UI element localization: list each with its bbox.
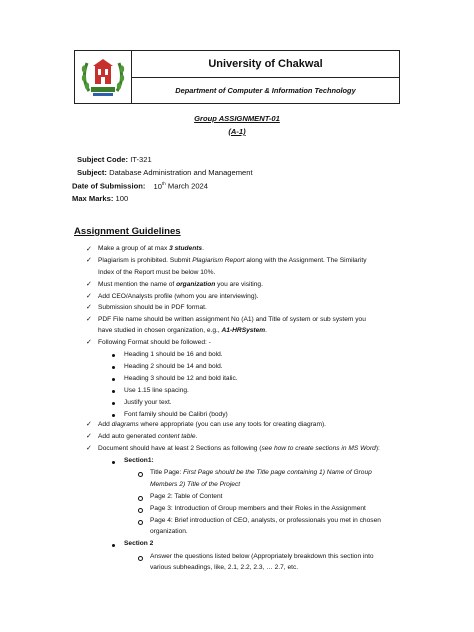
text: you are visiting. (215, 281, 263, 288)
text: Document should have at least 2 Sections as following ( (98, 445, 262, 452)
bullet-icon (112, 390, 115, 393)
guideline-file-name-cont (98, 326, 267, 337)
text: have studied in chosen organization, e.g., (98, 327, 222, 334)
bullet-icon (112, 366, 115, 369)
subject-row (77, 168, 253, 177)
emphasis: A1-HRSystem (221, 327, 266, 334)
circle-bullet-icon (138, 556, 143, 561)
university-name: University of Chakwal (132, 51, 399, 78)
text: . (202, 245, 204, 252)
guideline-pdf-format: Submission should be in PDF format. (98, 304, 207, 311)
guideline-group-size (98, 244, 204, 255)
section-1-item: Page 4: Brief introduction of CEO, analysts, or professionals you met in chosen (150, 517, 381, 524)
guidelines-heading: Assignment Guidelines (74, 226, 181, 237)
section-1-item-cont: organization. (150, 528, 188, 535)
header-box (74, 50, 400, 104)
circle-bullet-icon (138, 508, 143, 513)
section-1-item: Page 2: Table of Content (150, 493, 223, 500)
logo-cell (75, 51, 132, 103)
text: ): (375, 445, 380, 452)
circle-bullet-icon (138, 472, 143, 477)
section-1-item: Page 3: Introduction of Group members and their Roles in the Assignment (150, 505, 366, 512)
section-2-item-cont: various subheadings, like, 2.1, 2.2, 2.3, … 2.7, etc. (150, 564, 299, 571)
date-day: 10 (153, 181, 162, 191)
text: Must mention the name of (98, 281, 177, 288)
check-icon: ✓ (86, 421, 92, 428)
university-logo-icon (75, 51, 131, 103)
subject-code-value: IT-321 (130, 155, 152, 164)
guideline-plagiarism-cont: Index of the Report must be below 10%. (98, 269, 216, 276)
emphasis: Plagiarism Report (192, 257, 245, 264)
text: . (265, 327, 267, 334)
section-1-item-cont: Members 2) Title of the Project (150, 481, 241, 488)
guideline-format: Following Format should be followed: - (98, 339, 211, 346)
format-item: Font family should be Calibri (body) (124, 411, 228, 418)
marks-value: 100 (115, 194, 129, 203)
text: Make a group of at max (98, 245, 170, 252)
date-rest: March 2024 (167, 181, 208, 191)
text: where appropriate (you can use any tools for creating diagram). (138, 421, 326, 428)
check-icon: ✓ (86, 257, 92, 264)
format-item: Heading 1 should be 16 and bold. (124, 351, 223, 358)
guideline-organization (98, 280, 263, 291)
guideline-plagiarism (98, 256, 367, 267)
check-icon: ✓ (86, 304, 92, 311)
format-item: Heading 2 should be 14 and bold. (124, 363, 223, 370)
format-item: Use 1.15 line spacing. (124, 387, 189, 394)
check-icon: ✓ (86, 246, 92, 253)
text: along with the Assignment. The Similarity (244, 257, 367, 264)
check-icon: ✓ (86, 316, 92, 323)
subject-code-label: Subject Code: (77, 155, 129, 164)
emphasis: First Page should be the Title page containing 1) Name of Group (183, 469, 372, 476)
date-suffix: th (162, 181, 166, 186)
emphasis: see how to create sections in MS Word (261, 445, 376, 452)
circle-bullet-icon (138, 496, 143, 501)
text: Add (98, 421, 112, 428)
subject-code-row (77, 155, 152, 164)
bullet-icon (112, 544, 115, 547)
guideline-diagrams (98, 420, 326, 431)
text: Add auto generated (98, 433, 158, 440)
text: Title Page: (150, 469, 184, 476)
assignment-title: Group ASSIGNMENT-01 (194, 114, 280, 123)
marks-row (72, 194, 128, 203)
department-name: Department of Computer & Information Technology (175, 85, 356, 95)
bullet-icon (112, 378, 115, 381)
check-icon: ✓ (86, 445, 92, 452)
format-item: Heading 3 should be 12 and bold italic. (124, 375, 238, 382)
bullet-icon (112, 402, 115, 405)
check-icon: ✓ (86, 433, 92, 440)
assignment-code: (A-1) (228, 127, 246, 136)
text: Plagiarism is prohibited. Submit (98, 257, 193, 264)
check-icon: ✓ (86, 339, 92, 346)
check-icon: ✓ (86, 293, 92, 300)
emphasis: organization (176, 281, 216, 288)
guideline-sections (98, 444, 380, 455)
emphasis: content table (157, 433, 196, 440)
check-icon: ✓ (86, 281, 92, 288)
guideline-file-name: PDF File name should be written assignment No (A1) and Title of system or sub system you (98, 316, 366, 323)
section-1-heading: Section1: (124, 457, 154, 464)
guideline-ceo-profile: Add CEO/Analysts profile (whom you are interviewing). (98, 293, 259, 300)
date-label: Date of Submission: (72, 181, 146, 191)
section-1-item (150, 468, 372, 479)
bullet-icon (112, 414, 115, 417)
section-2-heading: Section 2 (124, 540, 154, 547)
circle-bullet-icon (138, 520, 143, 525)
section-2-item: Answer the questions listed below (Appropriately breakdown this section into (150, 553, 374, 560)
bullet-icon (112, 354, 115, 357)
marks-label: Max Marks: (72, 194, 114, 203)
text: . (195, 433, 198, 440)
subject-value: Database Administration and Management (109, 168, 253, 177)
date-row (72, 181, 208, 191)
emphasis: diagrams (111, 421, 139, 428)
emphasis: 3 students (169, 245, 203, 252)
format-item: Justify your text. (124, 399, 172, 406)
bullet-icon (112, 461, 115, 464)
subject-label: Subject: (77, 168, 107, 177)
guideline-content-table (98, 432, 197, 443)
